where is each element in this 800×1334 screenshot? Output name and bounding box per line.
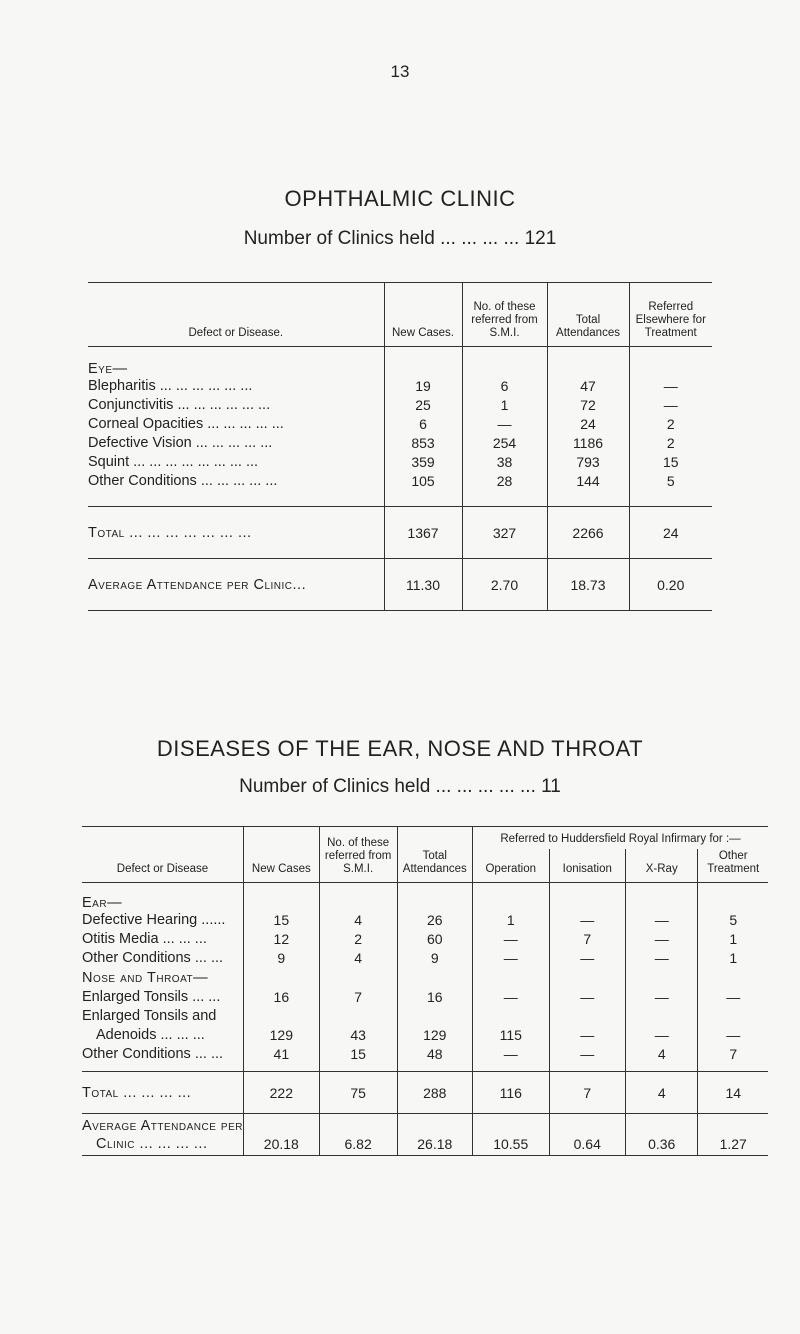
row-referred: 15 (319, 1045, 397, 1064)
row-operation: 115 (472, 1026, 549, 1045)
ent-average-label-line1: Average Attendance per (82, 1117, 243, 1134)
row-label: Adenoids ... ... ... (96, 1027, 205, 1043)
ent-header-referred-group: Referred to Huddersfield Royal Infirmary for :— (472, 827, 768, 849)
row-new-cases: 15 (243, 911, 319, 930)
table-row (88, 472, 712, 491)
row-referred: 28 (462, 472, 547, 491)
row-referred: 2 (319, 930, 397, 949)
row-new-cases: 105 (384, 472, 462, 491)
average-referred: 2.70 (462, 559, 547, 611)
row-label-line1: Enlarged Tonsils and (82, 1008, 217, 1024)
row-total-attendances: 9 (397, 949, 472, 968)
row-referred: 38 (462, 453, 547, 472)
ent-average-operation: 10.55 (472, 1134, 549, 1156)
row-label: Other Conditions ... ... (82, 1046, 224, 1062)
total-attendances: 2266 (547, 507, 629, 559)
row-new-cases: 41 (243, 1045, 319, 1064)
total-elsewhere: 24 (629, 507, 712, 559)
ent-average-attendances: 26.18 (397, 1134, 472, 1156)
row-referred: 6 (462, 377, 547, 396)
ent-header-new-cases: New Cases (243, 827, 319, 883)
total-label: Total ... ... ... ... ... ... ... (88, 524, 252, 541)
table-row (88, 377, 712, 396)
ent-header-xray: X-Ray (626, 849, 698, 883)
row-new-cases: 19 (384, 377, 462, 396)
row-operation: — (472, 949, 549, 968)
row-referred-elsewhere: 2 (629, 415, 712, 434)
total-referred: 327 (462, 507, 547, 559)
row-other-treatment: 5 (698, 911, 768, 930)
row-ionisation: — (549, 988, 625, 1007)
ent-total-other: 14 (698, 1072, 768, 1114)
table-row (88, 415, 712, 434)
row-label: Conjunctivitis ... ... ... ... ... ... (88, 397, 271, 413)
row-total-attendances: 144 (547, 472, 629, 491)
row-new-cases: 359 (384, 453, 462, 472)
header-total-attendances: Total Attendances (547, 283, 629, 347)
ent-header-referred: No. of these referred from S.M.I. (319, 827, 397, 883)
row-referred: 1 (462, 396, 547, 415)
row-referred: 7 (319, 988, 397, 1007)
row-total-attendances: 793 (547, 453, 629, 472)
row-xray: — (626, 988, 698, 1007)
ent-total-row (82, 1072, 768, 1114)
ophthalmic-clinics-held: Number of Clinics held ... ... ... ... 121 (243, 228, 557, 249)
ent-total-new: 222 (243, 1072, 319, 1114)
row-xray: 4 (626, 1045, 698, 1064)
row-new-cases: 12 (243, 930, 319, 949)
row-xray: — (626, 911, 698, 930)
ent-total-operation: 116 (472, 1072, 549, 1114)
average-attendances: 18.73 (547, 559, 629, 611)
row-label: Defective Hearing ...... (82, 912, 226, 928)
table-row (82, 949, 768, 968)
row-new-cases: 9 (243, 949, 319, 968)
row-new-cases: 853 (384, 434, 462, 453)
row-referred-elsewhere: — (629, 377, 712, 396)
row-referred-elsewhere: 15 (629, 453, 712, 472)
row-referred-elsewhere: 5 (629, 472, 712, 491)
row-xray: — (626, 930, 698, 949)
ent-total-xray: 4 (626, 1072, 698, 1114)
row-label: Other Conditions ... ... ... ... ... (88, 473, 278, 489)
ent-average-xray: 0.36 (626, 1134, 698, 1156)
row-label: Other Conditions ... ... (82, 950, 224, 966)
ent-header-other-treatment: Other Treatment (698, 849, 768, 883)
table-row (88, 396, 712, 415)
row-total-attendances: 48 (397, 1045, 472, 1064)
row-label: Squint ... ... ... ... ... ... ... ... (88, 454, 259, 470)
table-row (82, 911, 768, 930)
row-total-attendances: 1186 (547, 434, 629, 453)
row-total-attendances: 72 (547, 396, 629, 415)
row-total-attendances: 60 (397, 930, 472, 949)
row-label: Corneal Opacities ... ... ... ... ... (88, 416, 284, 432)
row-label: Enlarged Tonsils ... ... (82, 989, 221, 1005)
table-row (82, 988, 768, 1007)
ent-header-defect: Defect or Disease (116, 863, 209, 875)
ophthalmic-total-row (88, 507, 712, 559)
section-ear: Ear— (82, 894, 123, 911)
row-ionisation: — (549, 1045, 625, 1064)
header-defect: Defect or Disease. (188, 327, 284, 339)
row-ionisation: 7 (549, 930, 625, 949)
ent-title: DISEASES OF THE EAR, NOSE AND THROAT (156, 736, 644, 761)
table-row (82, 1026, 768, 1045)
ent-total-attendances: 288 (397, 1072, 472, 1114)
row-operation: 1 (472, 911, 549, 930)
ent-table (82, 826, 768, 1156)
table-row (88, 453, 712, 472)
row-referred-elsewhere: — (629, 396, 712, 415)
row-total-attendances: 129 (397, 1026, 472, 1045)
ent-total-referred: 75 (319, 1072, 397, 1114)
ent-average-new: 20.18 (243, 1134, 319, 1156)
row-other-treatment: — (698, 1026, 768, 1045)
row-referred: — (462, 415, 547, 434)
row-ionisation: — (549, 1026, 625, 1045)
row-xray: — (626, 949, 698, 968)
ent-header-ionisation: Ionisation (549, 849, 625, 883)
ent-header-total-attendances: Total Attendances (397, 827, 472, 883)
ent-total-ionisation: 7 (549, 1072, 625, 1114)
row-total-attendances: 26 (397, 911, 472, 930)
page-number: 13 (390, 62, 410, 81)
average-new: 11.30 (384, 559, 462, 611)
row-total-attendances: 47 (547, 377, 629, 396)
ent-average-row (82, 1134, 768, 1156)
row-ionisation: — (549, 911, 625, 930)
row-new-cases: 6 (384, 415, 462, 434)
row-operation: — (472, 930, 549, 949)
row-xray: — (626, 1026, 698, 1045)
row-referred: 4 (319, 949, 397, 968)
header-referred-elsewhere: Referred Elsewhere for Treatment (629, 283, 712, 347)
row-label: Defective Vision ... ... ... ... ... (88, 435, 273, 451)
row-total-attendances: 16 (397, 988, 472, 1007)
ophthalmic-table (88, 282, 712, 611)
row-new-cases: 16 (243, 988, 319, 1007)
row-operation: — (472, 1045, 549, 1064)
ent-clinics-held: Number of Clinics held ... ... ... ... ... 11 (239, 776, 561, 797)
section-eye: Eye— (88, 360, 128, 377)
ent-average-label: Clinic ... ... ... ... (96, 1136, 208, 1153)
ent-header-operation: Operation (472, 849, 549, 883)
row-label: Blepharitis ... ... ... ... ... ... (88, 378, 253, 394)
table-row (88, 434, 712, 453)
table-row (82, 1045, 768, 1064)
table-row (82, 930, 768, 949)
header-referred: No. of these referred from S.M.I. (462, 283, 547, 347)
ent-average-referred: 6.82 (319, 1134, 397, 1156)
row-new-cases: 25 (384, 396, 462, 415)
total-new: 1367 (384, 507, 462, 559)
ent-average-ionisation: 0.64 (549, 1134, 625, 1156)
row-referred: 254 (462, 434, 547, 453)
row-label: Otitis Media ... ... ... (82, 931, 207, 947)
row-referred: 43 (319, 1026, 397, 1045)
row-new-cases: 129 (243, 1026, 319, 1045)
row-referred-elsewhere: 2 (629, 434, 712, 453)
average-label: Average Attendance per Clinic... (88, 576, 307, 593)
row-other-treatment: 1 (698, 930, 768, 949)
row-other-treatment: 1 (698, 949, 768, 968)
ophthalmic-title: OPHTHALMIC CLINIC (284, 186, 516, 211)
average-elsewhere: 0.20 (629, 559, 712, 611)
row-operation: — (472, 988, 549, 1007)
section-nose-throat: Nose and Throat— (82, 969, 209, 986)
row-other-treatment: 7 (698, 1045, 768, 1064)
row-ionisation: — (549, 949, 625, 968)
row-referred: 4 (319, 911, 397, 930)
ent-average-other: 1.27 (698, 1134, 768, 1156)
row-other-treatment: — (698, 988, 768, 1007)
ent-total-label: Total ... ... ... ... (82, 1084, 192, 1101)
ophthalmic-average-row (88, 559, 712, 611)
header-new-cases: New Cases. (384, 283, 462, 347)
row-total-attendances: 24 (547, 415, 629, 434)
